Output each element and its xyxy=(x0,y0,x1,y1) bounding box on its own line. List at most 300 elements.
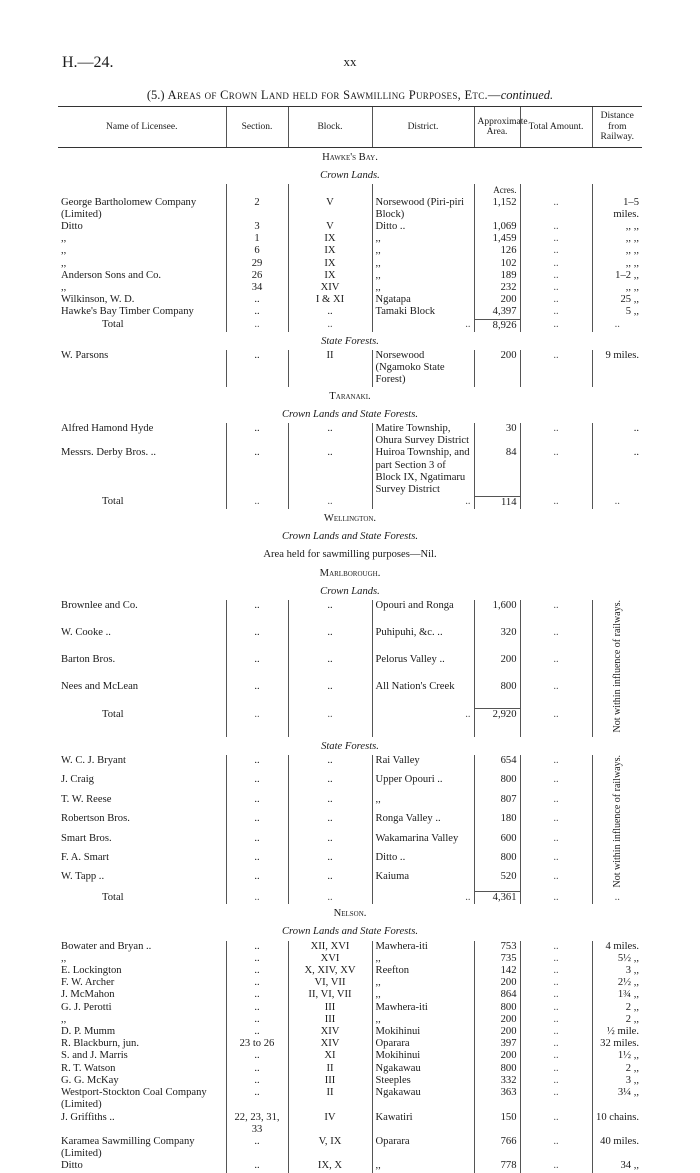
section-cell: 3 xyxy=(226,221,288,233)
section-cell: .. xyxy=(226,350,288,387)
section-cell: .. xyxy=(226,627,288,654)
subsection-wellington-text: Crown Lands and State Forests. xyxy=(281,531,419,543)
subsection-hb-crown xyxy=(58,166,642,184)
licensee-name: Smart Bros. xyxy=(61,832,112,844)
section-cell: .. xyxy=(226,294,288,306)
licensee-name: Nees and McLean xyxy=(61,680,139,692)
col-section: Section. xyxy=(226,107,288,148)
table-row xyxy=(58,1112,642,1136)
table-row xyxy=(58,852,642,871)
acres-unit: Acres. xyxy=(474,184,520,196)
distance-cell: 5 ,, xyxy=(592,306,642,319)
total-amount-cell: .. xyxy=(520,233,592,245)
total-amount-cell: .. xyxy=(520,1136,592,1160)
total-amount-cell: .. xyxy=(520,1160,592,1172)
area-cell: 807 xyxy=(474,794,520,813)
district-cell: Mawhera-iti xyxy=(372,941,474,953)
section-cell: .. xyxy=(226,833,288,852)
block-cell: I & XI xyxy=(288,294,372,306)
block-cell: II xyxy=(288,350,372,387)
area-cell: 200 xyxy=(474,1050,520,1062)
table-row xyxy=(58,833,642,852)
table-row xyxy=(58,1087,642,1111)
district-cell: ,, xyxy=(372,1014,474,1026)
section-cell: .. xyxy=(226,1002,288,1014)
district-cell: Tamaki Block xyxy=(372,306,474,319)
table-row xyxy=(58,233,642,245)
district-cell: Kawatiri xyxy=(372,1112,474,1136)
licensee-name: T. W. Reese xyxy=(61,793,112,805)
area-cell: 200 xyxy=(474,654,520,681)
distance-cell: ½ mile. xyxy=(592,1026,642,1038)
area-cell: 332 xyxy=(474,1075,520,1087)
section-wellington-text: Wellington. xyxy=(323,512,377,524)
table-row xyxy=(58,245,642,257)
total-amount-cell: .. xyxy=(520,852,592,871)
total-row xyxy=(58,319,642,332)
licensee-name: Barton Bros. xyxy=(61,653,116,665)
block-cell: XI xyxy=(288,1050,372,1062)
total-amount-cell: .. xyxy=(520,1063,592,1075)
block-cell: .. xyxy=(288,447,372,496)
area-cell: 102 xyxy=(474,258,520,270)
area-cell: 126 xyxy=(474,245,520,257)
district-cell: Upper Opouri .. xyxy=(372,774,474,793)
total-label: Total xyxy=(102,708,124,720)
distance-cell: ,, ,, xyxy=(592,258,642,270)
section-cell: .. xyxy=(226,319,288,332)
district-cell: .. xyxy=(372,892,474,905)
total-label: Total xyxy=(102,891,124,903)
area-cell: 800 xyxy=(474,681,520,709)
distance-cell: .. xyxy=(592,447,642,496)
table-row xyxy=(58,1063,642,1075)
empty-cell xyxy=(592,184,642,196)
district-cell: ,, xyxy=(372,977,474,989)
distance-cell: 34 ,, xyxy=(592,1160,642,1172)
total-amount-cell: .. xyxy=(520,1014,592,1026)
table-row xyxy=(58,977,642,989)
table-row xyxy=(58,221,642,233)
empty-cell xyxy=(520,184,592,196)
block-cell: II xyxy=(288,1063,372,1075)
area-cell: 600 xyxy=(474,833,520,852)
block-cell: IX, X xyxy=(288,1160,372,1172)
area-cell: 200 xyxy=(474,350,520,387)
distance-cell: .. xyxy=(592,423,642,447)
section-cell: .. xyxy=(226,709,288,737)
subsection-hb-state xyxy=(58,332,642,350)
section-cell: .. xyxy=(226,989,288,1001)
block-cell: .. xyxy=(288,774,372,793)
area-cell: 200 xyxy=(474,1026,520,1038)
licensee-name: G. G. McKay xyxy=(61,1074,119,1086)
section-hawkes-bay xyxy=(58,148,642,167)
total-amount-cell: .. xyxy=(520,755,592,774)
section-cell: 29 xyxy=(226,258,288,270)
table-row xyxy=(58,989,642,1001)
area-cell: 200 xyxy=(474,977,520,989)
table-row xyxy=(58,1038,642,1050)
district-cell: Norsewood (Piri-piri Block) xyxy=(372,197,474,221)
table-row xyxy=(58,197,642,221)
table-row xyxy=(58,654,642,681)
total-amount-cell: .. xyxy=(520,282,592,294)
table-row xyxy=(58,350,642,387)
licensee-name: Anderson Sons and Co. xyxy=(61,269,162,281)
distance-cell: 1–2 ,, xyxy=(592,270,642,282)
licensee-name: R. Blackburn, jun. xyxy=(61,1038,139,1050)
total-row xyxy=(58,892,642,905)
area-cell: 654 xyxy=(474,755,520,774)
area-cell: 520 xyxy=(474,871,520,891)
section-cell: .. xyxy=(226,423,288,447)
area-cell: 30 xyxy=(474,423,520,447)
block-cell: .. xyxy=(288,813,372,832)
total-amount-cell: .. xyxy=(520,258,592,270)
licensee-name: Robertson Bros. xyxy=(61,813,130,825)
distance-cell: 25 ,, xyxy=(592,294,642,306)
total-amount-cell: .. xyxy=(520,709,592,737)
section-cell: 6 xyxy=(226,245,288,257)
distance-cell: 32 miles. xyxy=(592,1038,642,1050)
block-cell: VI, VII xyxy=(288,977,372,989)
licensee-name: Wilkinson, W. D. xyxy=(61,294,135,306)
total-area: 114 xyxy=(474,496,520,509)
total-area: 4,361 xyxy=(474,892,520,905)
empty-cell xyxy=(288,184,372,196)
district-cell: Rai Valley xyxy=(372,755,474,774)
distance-cell: 2½ ,, xyxy=(592,977,642,989)
licensee-name: ,, xyxy=(61,1013,67,1025)
total-row xyxy=(58,496,642,509)
district-cell: Wakamarina Valley xyxy=(372,833,474,852)
district-cell: Huiroa Township, and part Section 3 of Block IX, Ngatimaru Survey District xyxy=(372,447,474,496)
column-header-row xyxy=(58,107,642,148)
total-amount-cell: .. xyxy=(520,813,592,832)
licensee-name: J. McMahon xyxy=(61,989,115,1001)
section-cell: .. xyxy=(226,1026,288,1038)
district-cell: Reefton xyxy=(372,965,474,977)
distance-cell: ,, ,, xyxy=(592,221,642,233)
total-amount-cell: .. xyxy=(520,965,592,977)
block-cell: .. xyxy=(288,423,372,447)
total-amount-cell: .. xyxy=(520,681,592,709)
area-cell: 800 xyxy=(474,1002,520,1014)
licensee-name: F. W. Archer xyxy=(61,977,115,989)
area-cell: 232 xyxy=(474,282,520,294)
distance-cell: 9 miles. xyxy=(592,350,642,387)
district-cell: ,, xyxy=(372,245,474,257)
col-name: Name of Licensee. xyxy=(58,107,226,148)
licensee-name: ,, xyxy=(61,233,67,245)
licensee-name: J. Craig xyxy=(61,774,94,786)
subsection-hb-state-text: State Forests. xyxy=(321,335,379,347)
total-amount-cell: .. xyxy=(520,953,592,965)
wellington-nil-note-text: Area held for sawmilling purposes—Nil. xyxy=(263,549,437,561)
total-amount-cell: .. xyxy=(520,654,592,681)
licensee-name: Brownlee and Co. xyxy=(61,600,138,611)
district-cell: Mokihinui xyxy=(372,1026,474,1038)
subsection-mb-state-text: State Forests. xyxy=(321,740,379,752)
distance-cell: ,, ,, xyxy=(592,282,642,294)
section-cell: .. xyxy=(226,1136,288,1160)
table-row xyxy=(58,965,642,977)
total-amount-cell: .. xyxy=(520,941,592,953)
area-cell: 180 xyxy=(474,813,520,832)
licensee-name: E. Lockington xyxy=(61,965,122,977)
table-row xyxy=(58,423,642,447)
area-cell: 864 xyxy=(474,989,520,1001)
area-cell: 150 xyxy=(474,1112,520,1136)
table-row xyxy=(58,270,642,282)
section-cell: .. xyxy=(226,941,288,953)
licensee-name: W. C. J. Bryant xyxy=(61,754,126,766)
section-cell: .. xyxy=(226,794,288,813)
subsection-taranaki xyxy=(58,405,642,423)
licensee-name: W. Tapp .. xyxy=(61,871,105,883)
col-area: Approximate Area. xyxy=(474,107,520,148)
subsection-mb-crown xyxy=(58,582,642,600)
section-cell: .. xyxy=(226,813,288,832)
title-continued: continued. xyxy=(500,88,554,102)
total-amount-cell: .. xyxy=(520,496,592,509)
table-row xyxy=(58,681,642,709)
block-cell: XIV xyxy=(288,1038,372,1050)
area-cell: 753 xyxy=(474,941,520,953)
district-cell: Ditto .. xyxy=(372,221,474,233)
licensee-name: Westport-Stockton Coal Company (Limited) xyxy=(61,1087,207,1111)
distance-cell: 3 ,, xyxy=(592,1075,642,1087)
block-cell: X, XIV, XV xyxy=(288,965,372,977)
district-cell: Kaiuma xyxy=(372,871,474,891)
total-amount-cell: .. xyxy=(520,294,592,306)
block-cell: II, VI, VII xyxy=(288,989,372,1001)
empty-cell xyxy=(58,184,226,196)
page-number: xx xyxy=(343,54,357,69)
section-cell: .. xyxy=(226,496,288,509)
section-cell: .. xyxy=(226,774,288,793)
units-row xyxy=(58,184,642,196)
section-cell: .. xyxy=(226,1014,288,1026)
block-cell: .. xyxy=(288,306,372,319)
table-row xyxy=(58,1026,642,1038)
subsection-nelson-text: Crown Lands and State Forests. xyxy=(281,926,419,938)
table-row xyxy=(58,1002,642,1014)
total-amount-cell: .. xyxy=(520,306,592,319)
subsection-mb-state xyxy=(58,737,642,755)
section-nelson-text: Nelson. xyxy=(333,908,367,920)
distance-cell: 3 ,, xyxy=(592,965,642,977)
licensee-name: ,, xyxy=(61,282,67,294)
section-cell: .. xyxy=(226,953,288,965)
area-cell: 766 xyxy=(474,1136,520,1160)
subsection-taranaki-text: Crown Lands and State Forests. xyxy=(281,408,419,420)
block-cell: IV xyxy=(288,1112,372,1136)
distance-cell: 1–5 miles. xyxy=(592,197,642,221)
total-amount-cell: .. xyxy=(520,1075,592,1087)
distance-cell: 5½ ,, xyxy=(592,953,642,965)
licensee-name: Karamea Sawmilling Company (Limited) xyxy=(61,1135,195,1160)
block-cell: .. xyxy=(288,892,372,905)
distance-cell: .. xyxy=(592,496,642,509)
section-cell: .. xyxy=(226,871,288,891)
total-amount-cell: .. xyxy=(520,977,592,989)
area-cell: 84 xyxy=(474,447,520,496)
district-cell: All Nation's Creek xyxy=(372,681,474,709)
subsection-nelson xyxy=(58,922,642,940)
section-taranaki-text: Taranaki. xyxy=(329,390,371,402)
section-hawkes-bay-text: Hawke's Bay. xyxy=(322,152,378,163)
district-cell: ,, xyxy=(372,233,474,245)
total-amount-cell: .. xyxy=(520,892,592,905)
section-cell: 34 xyxy=(226,282,288,294)
table-row xyxy=(58,294,642,306)
total-amount-cell: .. xyxy=(520,245,592,257)
area-cell: 1,600 xyxy=(474,600,520,627)
total-row xyxy=(58,709,642,737)
licensee-name: D. P. Mumm xyxy=(61,1026,116,1038)
block-cell: V, IX xyxy=(288,1136,372,1160)
licensee-name: F. A. Smart xyxy=(61,851,110,863)
district-cell: .. xyxy=(372,319,474,332)
section-taranaki xyxy=(58,387,642,405)
distance-cell: 3¼ ,, xyxy=(592,1087,642,1111)
total-amount-cell: .. xyxy=(520,1038,592,1050)
table-row xyxy=(58,871,642,891)
section-cell: .. xyxy=(226,892,288,905)
district-cell: ,, xyxy=(372,282,474,294)
licensee-name: Alfred Hamond Hyde xyxy=(61,423,154,435)
area-cell: 1,152 xyxy=(474,197,520,221)
subsection-mb-crown-text: Crown Lands. xyxy=(320,585,380,597)
district-cell: ,, xyxy=(372,270,474,282)
area-cell: 800 xyxy=(474,774,520,793)
section-cell: .. xyxy=(226,447,288,496)
total-amount-cell: .. xyxy=(520,794,592,813)
total-amount-cell: .. xyxy=(520,600,592,627)
block-cell: .. xyxy=(288,627,372,654)
section-cell: .. xyxy=(226,1160,288,1172)
total-amount-cell: .. xyxy=(520,447,592,496)
area-cell: 320 xyxy=(474,627,520,654)
block-cell: XII, XVI xyxy=(288,941,372,953)
district-cell: Mawhera-iti xyxy=(372,1002,474,1014)
distance-cell: 2 ,, xyxy=(592,1014,642,1026)
area-cell: 363 xyxy=(474,1087,520,1111)
district-cell: Mokihinui xyxy=(372,1050,474,1062)
distance-cell: 1¾ ,, xyxy=(592,989,642,1001)
table-row xyxy=(58,774,642,793)
block-cell: .. xyxy=(288,833,372,852)
licensee-name: George Bartholomew Company (Limited) xyxy=(61,196,197,220)
area-cell: 1,459 xyxy=(474,233,520,245)
block-cell: XIV xyxy=(288,282,372,294)
section-cell: .. xyxy=(226,681,288,709)
total-amount-cell: .. xyxy=(520,627,592,654)
licensee-name: R. T. Watson xyxy=(61,1062,116,1074)
section-cell: .. xyxy=(226,852,288,871)
total-label: Total xyxy=(102,496,124,508)
title-number: (5.) xyxy=(146,88,165,102)
district-cell: Ngakawau xyxy=(372,1087,474,1111)
block-cell: XVI xyxy=(288,953,372,965)
block-cell: XIV xyxy=(288,1026,372,1038)
section-cell: 1 xyxy=(226,233,288,245)
total-amount-cell: .. xyxy=(520,197,592,221)
district-cell: Pelorus Valley .. xyxy=(372,654,474,681)
section-cell: .. xyxy=(226,1075,288,1087)
block-cell: III xyxy=(288,1014,372,1026)
section-cell: .. xyxy=(226,1087,288,1111)
table-row xyxy=(58,813,642,832)
district-cell: Ngakawau xyxy=(372,1063,474,1075)
table-row xyxy=(58,1136,642,1160)
section-cell: 2 xyxy=(226,197,288,221)
district-cell: ,, xyxy=(372,989,474,1001)
district-cell: Ngatapa xyxy=(372,294,474,306)
total-amount-cell: .. xyxy=(520,423,592,447)
licensee-name: ,, xyxy=(61,952,67,964)
block-cell: .. xyxy=(288,496,372,509)
total-amount-cell: .. xyxy=(520,871,592,891)
block-cell: .. xyxy=(288,600,372,627)
distance-note: Not within influence of railways. xyxy=(611,600,623,733)
total-amount-cell: .. xyxy=(520,1002,592,1014)
district-cell: Steeples xyxy=(372,1075,474,1087)
distance-cell: .. xyxy=(592,319,642,332)
area-cell: 189 xyxy=(474,270,520,282)
total-amount-cell: .. xyxy=(520,774,592,793)
distance-cell: 4 miles. xyxy=(592,941,642,953)
section-cell: 26 xyxy=(226,270,288,282)
district-cell: Puhipuhi, &c. .. xyxy=(372,627,474,654)
licensee-name: S. and J. Marris xyxy=(61,1050,128,1062)
licensee-name: Ditto xyxy=(61,221,83,233)
distance-cell: 2 ,, xyxy=(592,1063,642,1075)
total-amount-cell: .. xyxy=(520,319,592,332)
licensee-name: Ditto xyxy=(61,1160,83,1172)
block-cell: .. xyxy=(288,654,372,681)
block-cell: IX xyxy=(288,245,372,257)
district-cell: Oparara xyxy=(372,1038,474,1050)
section-cell: .. xyxy=(226,600,288,627)
district-cell: .. xyxy=(372,496,474,509)
table-row xyxy=(58,306,642,319)
col-total: Total Amount. xyxy=(520,107,592,148)
table-row xyxy=(58,755,642,774)
block-cell: V xyxy=(288,221,372,233)
subsection-wellington xyxy=(58,527,642,545)
block-cell: IX xyxy=(288,270,372,282)
table-row xyxy=(58,627,642,654)
distance-cell: ,, ,, xyxy=(592,233,642,245)
total-amount-cell: .. xyxy=(520,350,592,387)
licensee-name: Messrs. Derby Bros. .. xyxy=(61,447,157,459)
block-cell: III xyxy=(288,1002,372,1014)
total-amount-cell: .. xyxy=(520,833,592,852)
distance-cell: 2 ,, xyxy=(592,1002,642,1014)
district-cell: ,, xyxy=(372,258,474,270)
total-amount-cell: .. xyxy=(520,989,592,1001)
section-nelson xyxy=(58,904,642,922)
area-cell: 778 xyxy=(474,1160,520,1172)
col-district: District. xyxy=(372,107,474,148)
section-cell: .. xyxy=(226,965,288,977)
licensee-name: Bowater and Bryan .. xyxy=(61,940,152,952)
district-cell: ,, xyxy=(372,1160,474,1172)
block-cell: IX xyxy=(288,233,372,245)
